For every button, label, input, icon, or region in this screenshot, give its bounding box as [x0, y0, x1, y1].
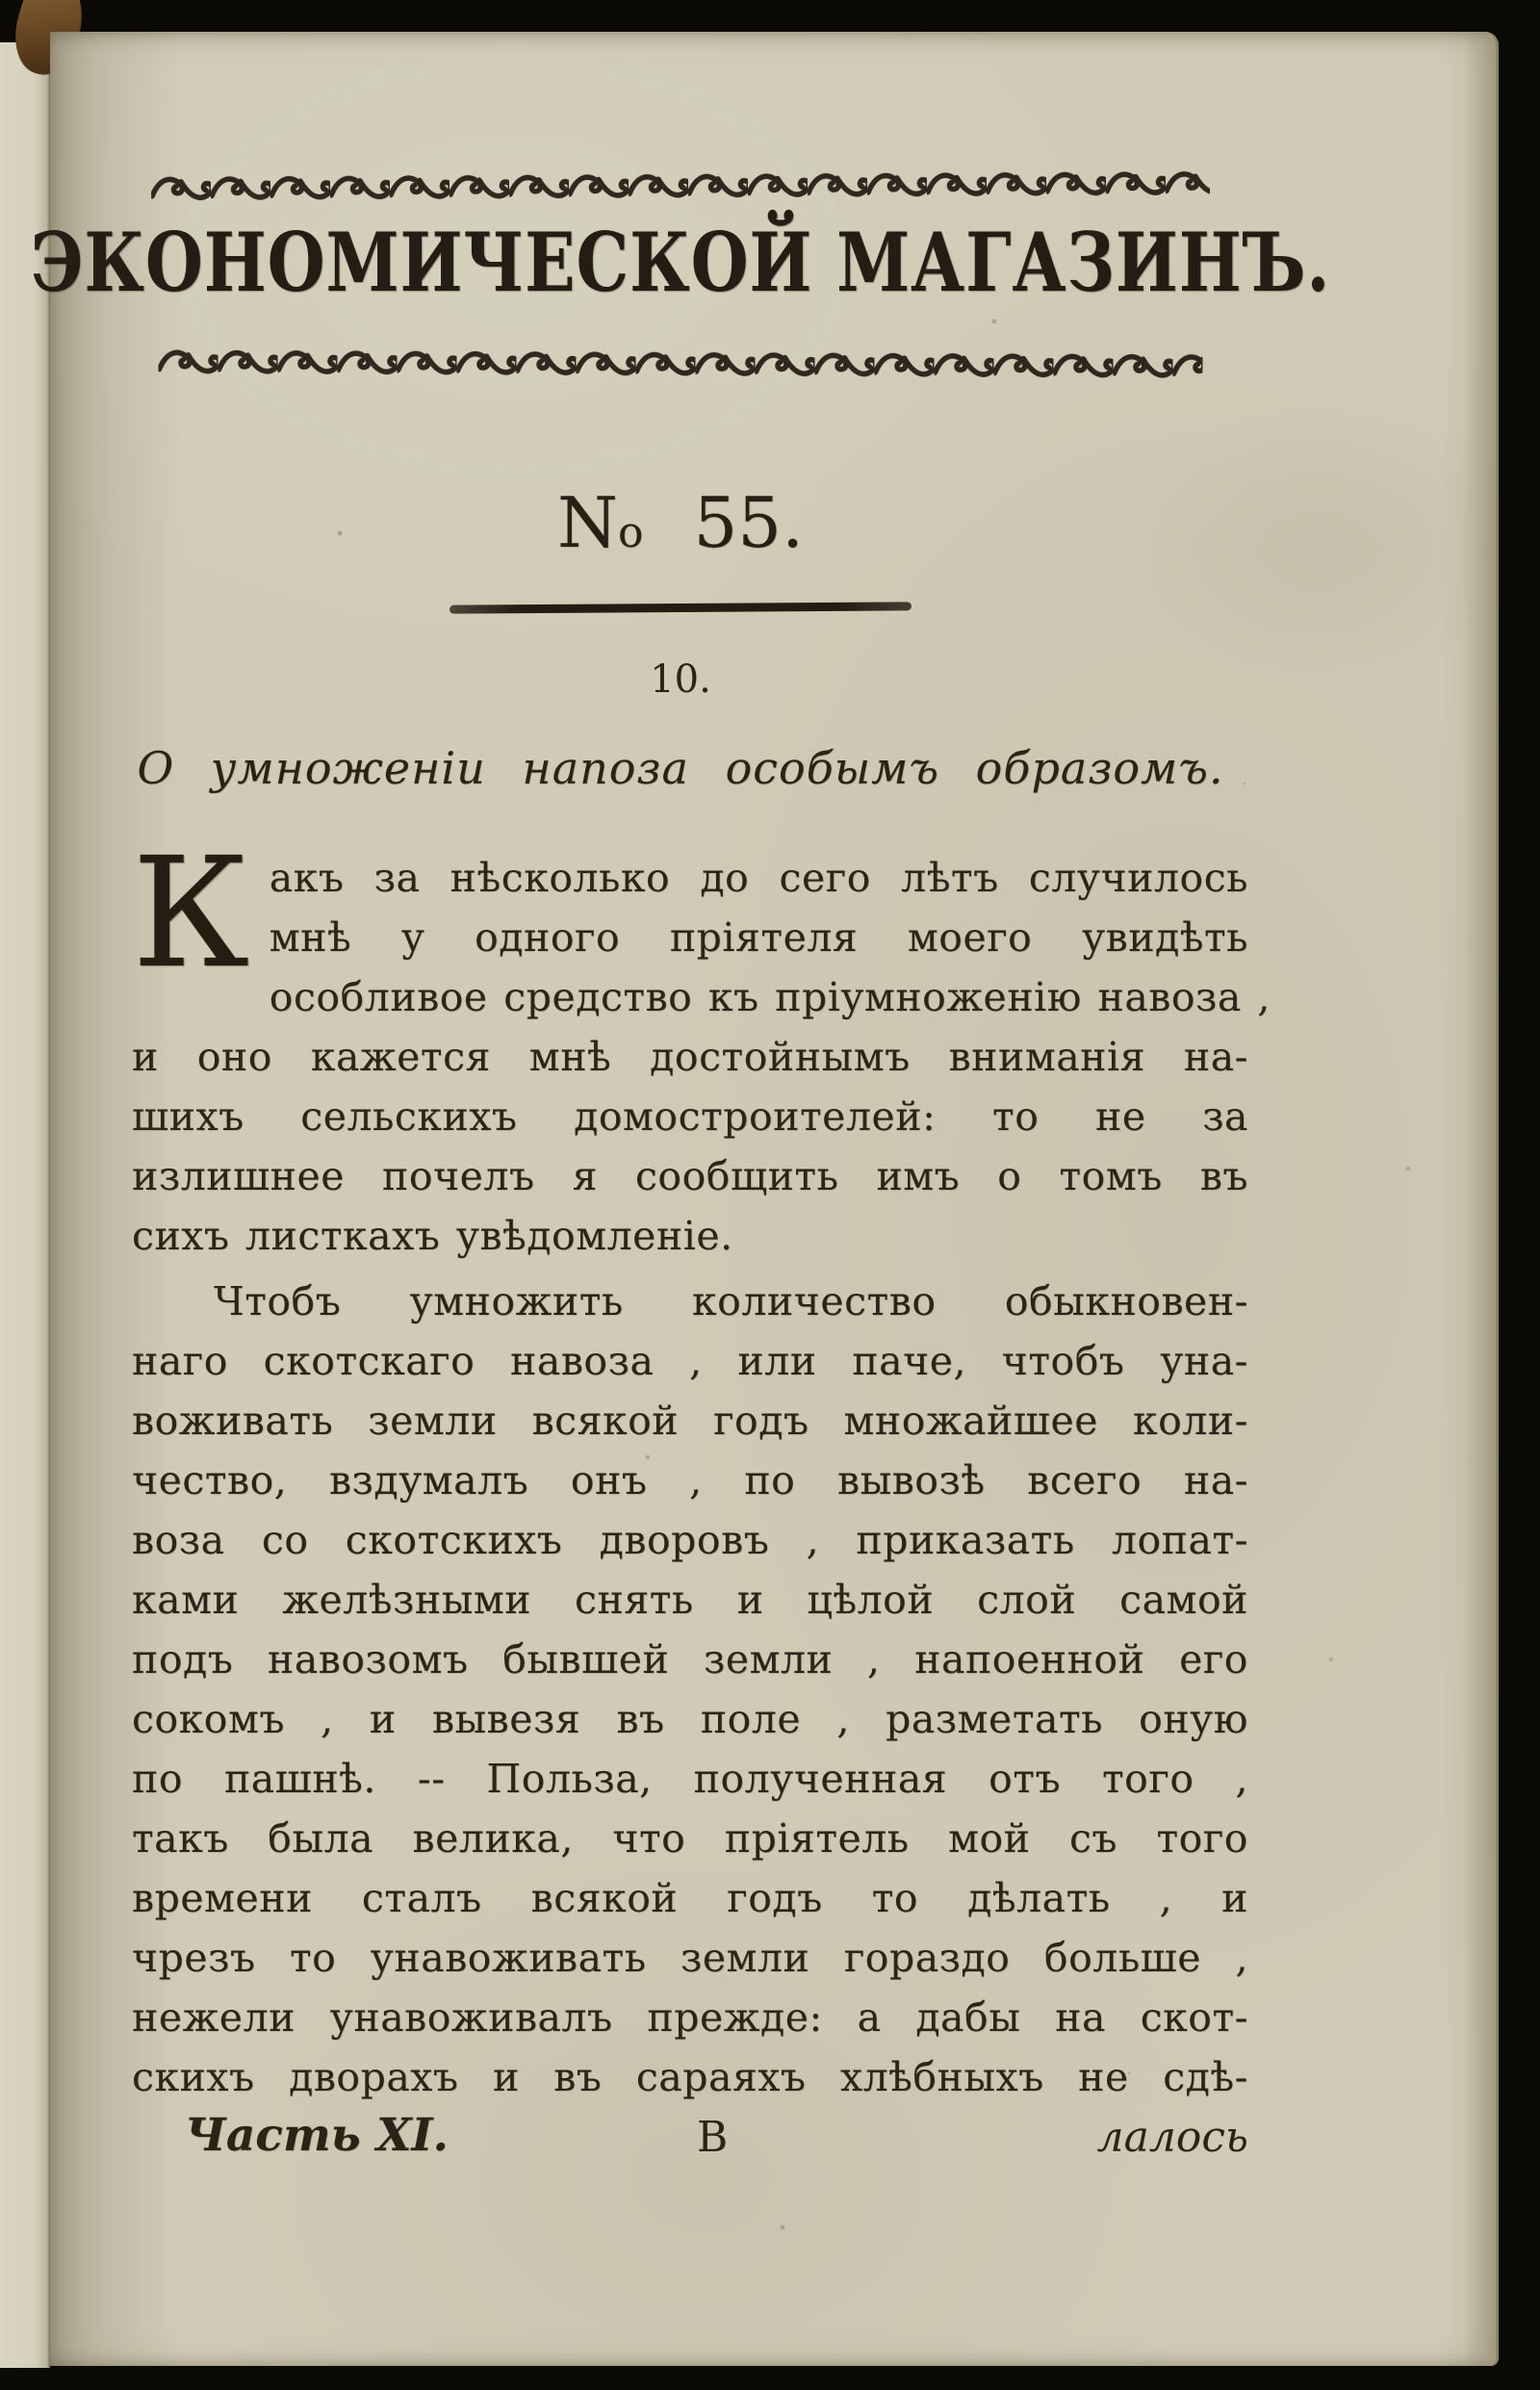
- vine-ornament-icon: [151, 166, 1210, 206]
- body-text: [132, 825, 1270, 2107]
- body-line: чество, вздумалъ онъ , по вывозѣ всего на-: [132, 1457, 1248, 1503]
- issue-num-value: 55.: [693, 482, 804, 563]
- body-line: времени сталъ всякой годъ то дѣлать , и: [132, 1875, 1248, 1921]
- masthead-title: ЭКОНОМИЧЕСКОЙ МАГАЗИНЪ.: [30, 215, 1331, 310]
- body-line: ками желѣзными снять и цѣлой слой самой: [132, 1577, 1248, 1623]
- issue-number: [98, 482, 1263, 563]
- body-line: сихъ листкахъ увѣдомленіе.: [132, 1213, 733, 1259]
- page-footer: [132, 2109, 1248, 2171]
- scanned-page: [30, 32, 1499, 2366]
- article-title: О умноженіи напоза особымъ образомъ.: [137, 742, 1224, 794]
- body-line: мнѣ у одного пріятеля моего увидѣть: [269, 914, 1248, 961]
- text-column: [30, 32, 1331, 2366]
- body-line: акъ за нѣсколько до сего лѣтъ случилось: [269, 855, 1248, 901]
- vine-ornament-icon: [158, 345, 1202, 384]
- body-line: Чтобъ умножить количество обыкновен-: [214, 1278, 1248, 1324]
- body-line: подъ навозомъ бывшей земли , напоенной его: [132, 1636, 1248, 1683]
- body-line: нежели унавоживалъ прежде: а дабы на скот-: [132, 1994, 1248, 2041]
- body-line: особливое средство къ пріумноженію навоза ,: [269, 974, 1270, 1020]
- body-line: воза со скотскихъ дворовъ , приказать лопат-: [132, 1517, 1248, 1563]
- signature-mark: В: [697, 2113, 729, 2162]
- numero-letter: N: [556, 482, 618, 563]
- paper-specks: [50, 32, 52, 34]
- body-line: скихъ дворахъ и въ сараяхъ хлѣбныхъ не сдѣ-: [132, 2054, 1248, 2100]
- body-line: чрезъ то унавоживать земли гораздо больше ,: [132, 1935, 1248, 1981]
- article-number: 10.: [650, 657, 711, 702]
- body-line: по пашнѣ. -- Польза, полученная отъ того ,: [132, 1756, 1248, 1802]
- body-line: наго скотскаго навоза , или паче, чтобъ уна-: [132, 1338, 1248, 1384]
- body-line: и оно кажется мнѣ достойнымъ вниманія на-: [132, 1034, 1248, 1080]
- body-line: такъ была велика, что пріятель мой съ того: [132, 1815, 1248, 1862]
- catchword: лалось: [1096, 2113, 1248, 2162]
- paragraph: [132, 825, 1270, 1266]
- body-line: воживать земли всякой годъ множайшее коли-: [132, 1398, 1248, 1444]
- numero-small-o: o: [617, 508, 644, 557]
- drop-cap: К: [132, 825, 250, 1002]
- body-line: сокомъ , и вывезя въ поле , разметать оную: [132, 1696, 1248, 1742]
- body-line: излишнее почелъ я сообщить имъ о томъ въ: [132, 1153, 1248, 1199]
- previous-page-edge: [0, 42, 50, 2368]
- divider-rule: [449, 602, 911, 613]
- body-line: шихъ сельскихъ домостроителей: то не за: [132, 1093, 1248, 1140]
- part-label: Часть XI.: [185, 2109, 449, 2162]
- paragraph: [132, 1272, 1248, 2107]
